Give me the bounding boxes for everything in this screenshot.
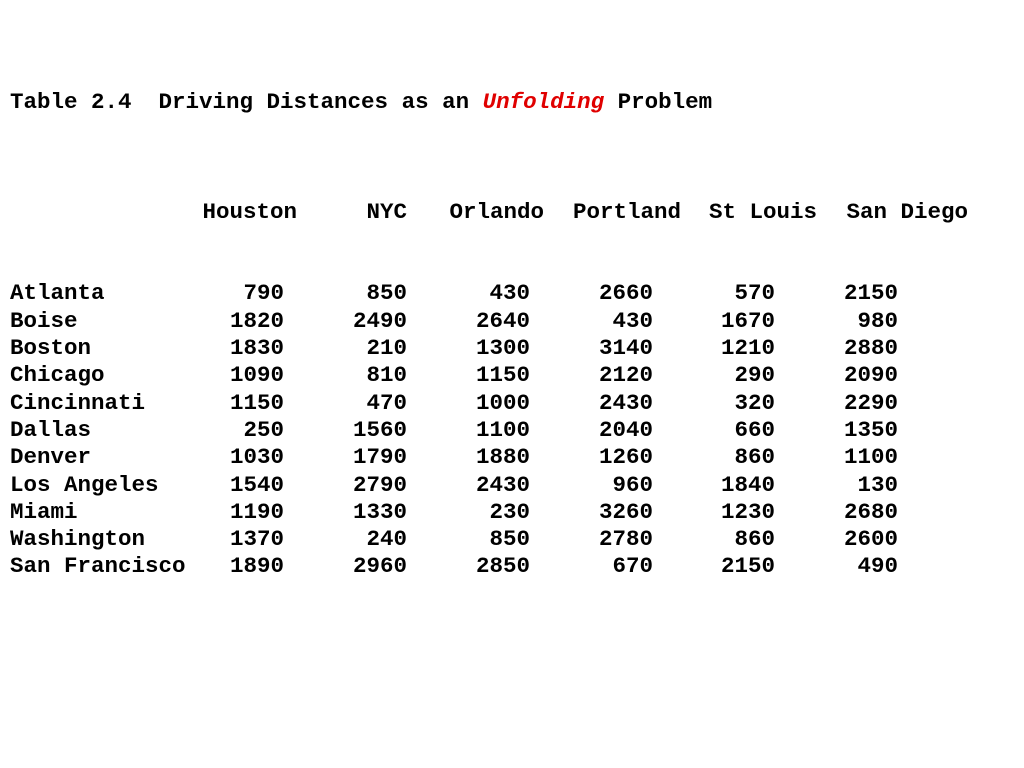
distance-cell: 2490 [352, 307, 407, 334]
table-row [10, 362, 968, 389]
distance-cell: 1350 [843, 416, 898, 443]
table-row [10, 444, 968, 471]
distance-cell: 1370 [229, 526, 284, 553]
distance-cell: 1090 [229, 362, 284, 389]
distance-cell: 2790 [352, 471, 407, 498]
distance-cell: 670 [612, 553, 653, 580]
distance-cell: 850 [489, 526, 530, 553]
distance-cell: 660 [734, 416, 775, 443]
header-corner [10, 199, 188, 226]
row-label: Chicago [10, 362, 105, 389]
distance-cell: 1670 [720, 307, 775, 334]
distance-cell: 1100 [475, 416, 530, 443]
header-row [10, 199, 968, 226]
distance-cell: 1890 [229, 553, 284, 580]
distance-cell: 2150 [843, 280, 898, 307]
distance-cell: 570 [734, 280, 775, 307]
column-header: Houston [202, 198, 297, 225]
distance-cell: 810 [366, 362, 407, 389]
distance-cell: 2660 [598, 280, 653, 307]
row-label: Atlanta [10, 280, 105, 307]
distance-cell: 130 [857, 471, 898, 498]
distance-cell: 1030 [229, 444, 284, 471]
distance-cell: 1330 [352, 498, 407, 525]
distance-cell: 860 [734, 526, 775, 553]
distance-cell: 320 [734, 389, 775, 416]
distance-cell: 2290 [843, 389, 898, 416]
column-header: San Diego [846, 198, 968, 225]
title-suffix: Problem [604, 89, 713, 115]
distance-cell: 1880 [475, 444, 530, 471]
distance-cell: 430 [612, 307, 653, 334]
distance-cell: 210 [366, 335, 407, 362]
distance-cell: 1820 [229, 307, 284, 334]
distance-cell: 2430 [475, 471, 530, 498]
distance-cell: 230 [489, 498, 530, 525]
title-prefix: Table 2.4 Driving Distances as an [10, 89, 483, 115]
table-body [10, 280, 968, 580]
column-header: Orlando [449, 198, 544, 225]
distance-cell: 980 [857, 307, 898, 334]
table-row [10, 390, 968, 417]
distance-cell: 1150 [229, 389, 284, 416]
distance-table [10, 144, 968, 608]
distance-cell: 2880 [843, 335, 898, 362]
table-row [10, 553, 968, 580]
distance-cell: 240 [366, 526, 407, 553]
distance-cell: 2850 [475, 553, 530, 580]
title-emphasis: Unfolding [482, 89, 605, 115]
distance-cell: 1100 [843, 444, 898, 471]
distance-cell: 2780 [598, 526, 653, 553]
distance-cell: 1790 [352, 444, 407, 471]
table-row [10, 308, 968, 335]
distance-cell: 3260 [598, 498, 653, 525]
row-label: Dallas [10, 416, 92, 443]
distance-cell: 2150 [720, 553, 775, 580]
column-header: NYC [366, 198, 407, 225]
distance-cell: 1190 [229, 498, 284, 525]
distance-cell: 1300 [475, 335, 530, 362]
row-label: Denver [10, 444, 92, 471]
distance-cell: 2430 [598, 389, 653, 416]
table-row [10, 499, 968, 526]
table-row [10, 417, 968, 444]
distance-cell: 1560 [352, 416, 407, 443]
distance-cell: 2680 [843, 498, 898, 525]
table-row [10, 526, 968, 553]
distance-cell: 290 [734, 362, 775, 389]
distance-cell: 1830 [229, 335, 284, 362]
row-label: Washington [10, 526, 146, 553]
distance-cell: 470 [366, 389, 407, 416]
row-label: Boston [10, 335, 92, 362]
distance-cell: 250 [243, 416, 284, 443]
distance-cell: 1000 [475, 389, 530, 416]
distance-cell: 1210 [720, 335, 775, 362]
distance-cell: 1150 [475, 362, 530, 389]
table-row [10, 472, 968, 499]
row-label: Boise [10, 307, 78, 334]
distance-cell: 1840 [720, 471, 775, 498]
distance-cell: 960 [612, 471, 653, 498]
distance-cell: 1540 [229, 471, 284, 498]
distance-cell: 850 [366, 280, 407, 307]
distance-cell: 2090 [843, 362, 898, 389]
distance-cell: 490 [857, 553, 898, 580]
distance-cell: 2120 [598, 362, 653, 389]
distance-cell: 1260 [598, 444, 653, 471]
distance-cell: 430 [489, 280, 530, 307]
row-label: Miami [10, 498, 78, 525]
row-label: Los Angeles [10, 471, 159, 498]
row-label: San Francisco [10, 553, 186, 580]
column-header: Portland [572, 198, 681, 225]
distance-cell: 1230 [720, 498, 775, 525]
distance-cell: 2960 [352, 553, 407, 580]
distance-cell: 860 [734, 444, 775, 471]
row-label: Cincinnati [10, 389, 146, 416]
column-header: St Louis [708, 198, 817, 225]
distance-cell: 790 [243, 280, 284, 307]
table-title [10, 89, 712, 116]
distance-cell: 2640 [475, 307, 530, 334]
distance-cell: 2600 [843, 526, 898, 553]
table-row [10, 280, 968, 307]
distance-cell: 3140 [598, 335, 653, 362]
table-row [10, 335, 968, 362]
distance-cell: 2040 [598, 416, 653, 443]
